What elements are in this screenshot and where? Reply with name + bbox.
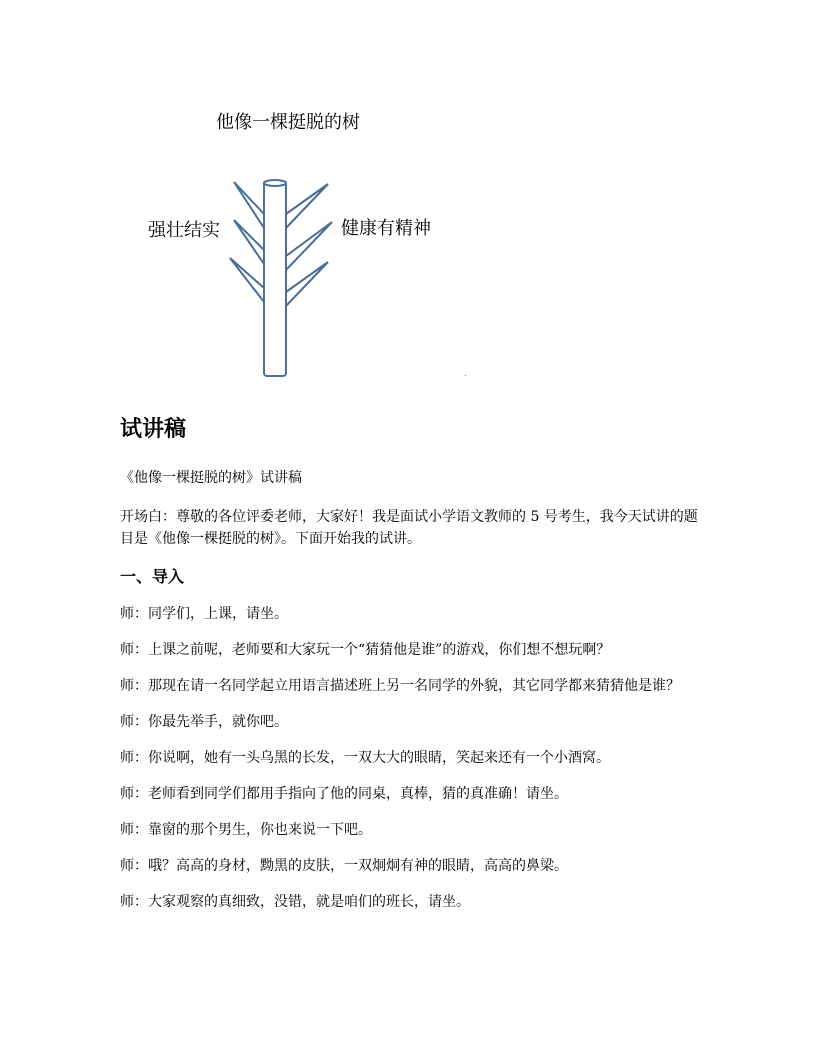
dialogue-line: 师：老师看到同学们都用手指向了他的同桌，真棒，猜的真准确！请坐。 — [120, 786, 568, 802]
figure-left-label: 强壮结实 — [148, 220, 220, 241]
figure-title: 他像一棵挺脱的树 — [216, 112, 360, 133]
left-branch-3 — [230, 258, 264, 302]
opening-paragraph: 开场白：尊敬的各位评委老师，大家好！我是面试小学语文教师的 5 号考生，我今天试讲的题目是《他像一棵挺脱的树》。下面开始我的试讲。 — [120, 509, 698, 547]
tree-trunk-top — [264, 180, 286, 186]
page-title: 试讲稿 — [120, 417, 187, 442]
dialogue-line: 师：上课之前呢，老师要和大家玩一个“猜猜他是谁”的游戏，你们想不想玩啊？ — [120, 642, 611, 658]
left-branch-2 — [234, 220, 264, 264]
document-body — [120, 412, 710, 927]
dialogue-line: 师：同学们，上课，请坐。 — [120, 606, 288, 622]
dialogue-line: 师：那现在请一名同学起立用语言描述班上另一名同学的外貌，其它同学都来猜猜他是谁？ — [120, 678, 680, 694]
tree-diagram — [220, 170, 340, 380]
tree-figure — [0, 0, 816, 400]
dialogue-line: 师：大家观察的真细致，没错，就是咱们的班长，请坐。 — [120, 894, 470, 910]
right-branch-2 — [286, 222, 332, 270]
left-branch-1 — [234, 182, 264, 228]
dialogue-line: 师：你最先举手，就你吧。 — [120, 714, 288, 730]
dialogue-line: 师：靠窗的那个男生，你也来说一下吧。 — [120, 822, 372, 838]
right-branch-1 — [286, 184, 328, 228]
tree-trunk — [264, 182, 286, 376]
dialogue-line: 师：哦？高高的身材，黝黑的皮肤，一双炯炯有神的眼睛，高高的鼻梁。 — [120, 858, 568, 874]
figure-right-label: 健康有精神 — [341, 218, 431, 239]
dialogue-line: 师：你说啊，她有一头乌黑的长发，一双大大的眼睛，笑起来还有一个小酒窝。 — [120, 750, 610, 766]
stray-dot — [465, 375, 466, 376]
section-title: 一、导入 — [120, 567, 185, 586]
right-branch-3 — [286, 262, 328, 306]
document-subtitle: 《他像一棵挺脱的树》试讲稿 — [120, 470, 302, 486]
